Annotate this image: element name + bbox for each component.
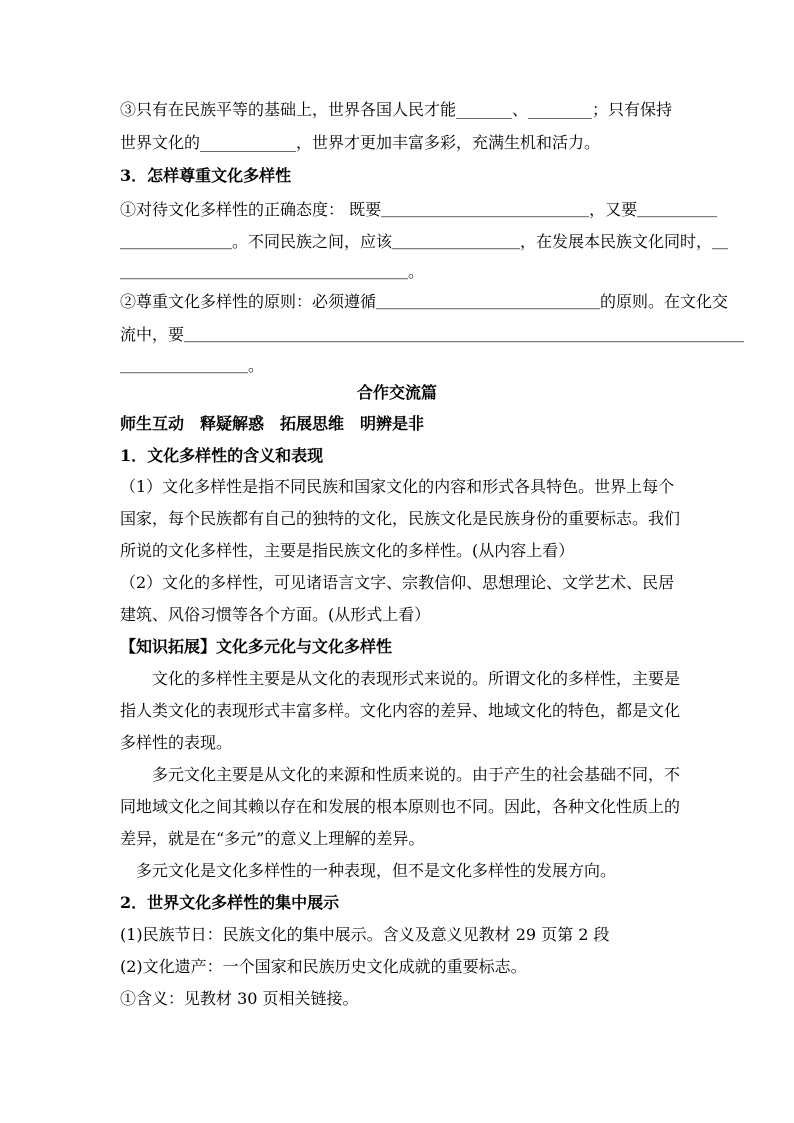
text-line: ②尊重文化多样性的原则：必须遵循＿＿＿＿＿＿＿＿＿＿＿＿＿＿的原则。在文化交 [120, 292, 729, 311]
text-line: 同地域文化之间其赖以存在和发展的根本原则也不同。因此，各种文化性质上的 [120, 797, 681, 816]
text-line: ①含义：见教材 30 页相关链接。 [120, 989, 359, 1008]
text-line: 指人类文化的表现形式丰富多样。文化内容的差异、地域文化的特色，都是文化 [120, 701, 681, 720]
text-line: （1）文化多样性是指不同民族和国家文化的内容和形式各具特色。世界上每个 [120, 477, 675, 496]
section-heading: 【知识拓展】文化多元化与文化多样性 [120, 637, 393, 656]
text-line: ＿＿＿＿＿＿＿＿＿＿＿＿＿＿＿＿＿＿。 [120, 262, 425, 281]
text-line: 多样性的表现。 [120, 733, 233, 752]
text-line: 国家，每个民族都有自己的独特的文化，民族文化是民族身份的重要标志。我们 [120, 509, 681, 528]
text-line: 流中，要＿＿＿＿＿＿＿＿＿＿＿＿＿＿＿＿＿＿＿＿＿＿＿＿＿＿＿＿＿＿＿＿＿＿＿ [120, 325, 745, 344]
text-line: 世界文化的____________，世界才更加丰富多彩，充满生机和活力。 [120, 133, 601, 152]
section-title: 合作交流篇 [356, 383, 437, 402]
text-line: ＿＿＿＿＿＿＿＿。 [120, 356, 265, 375]
text-line: (1)民族节日：民族文化的集中展示。含义及意义见教材 29 页第 2 段 [120, 925, 610, 944]
text-line: 建筑、风俗习惯等各个方面。(从形式上看） [120, 605, 431, 624]
text-line: ①对待文化多样性的正确态度： 既要＿＿＿＿＿＿＿＿＿＿＿＿＿，又要＿＿＿＿＿ [120, 200, 718, 219]
text-line: 文化的多样性主要是从文化的表现形式来说的。所谓文化的多样性，主要是 [120, 669, 681, 688]
text-line: 所说的文化多样性，主要是指民族文化的多样性。(从内容上看） [120, 541, 575, 560]
text-line: （2）文化的多样性，可见诸语言文字、宗教信仰、思想理论、文学艺术、民居 [120, 573, 675, 592]
section-heading: 1．文化多样性的含义和表现 [120, 446, 324, 465]
section-heading: 2．世界文化多样性的集中展示 [120, 893, 340, 912]
text-line: 差异，就是在“多元”的意义上理解的差异。 [120, 829, 425, 848]
text-line: ③只有在民族平等的基础上，世界各国人民才能_______、________；只有保持 [120, 100, 673, 119]
subtitle: 师生互动 释疑解惑 拓展思维 明辨是非 [120, 414, 425, 433]
text-line: 多元文化是文化多样性的一种表现，但不是文化多样性的发展方向。 [120, 861, 617, 880]
section-heading: 3．怎样尊重文化多样性 [120, 166, 292, 185]
text-line: 多元文化主要是从文化的来源和性质来说的。由于产生的社会基础不同，不 [120, 765, 681, 784]
text-line: ＿＿＿＿＿＿＿。不同民族之间，应该＿＿＿＿＿＿＿＿，在发展本民族文化同时，＿ [120, 232, 729, 251]
text-line: (2)文化遗产：一个国家和民族历史文化成就的重要标志。 [120, 957, 527, 976]
